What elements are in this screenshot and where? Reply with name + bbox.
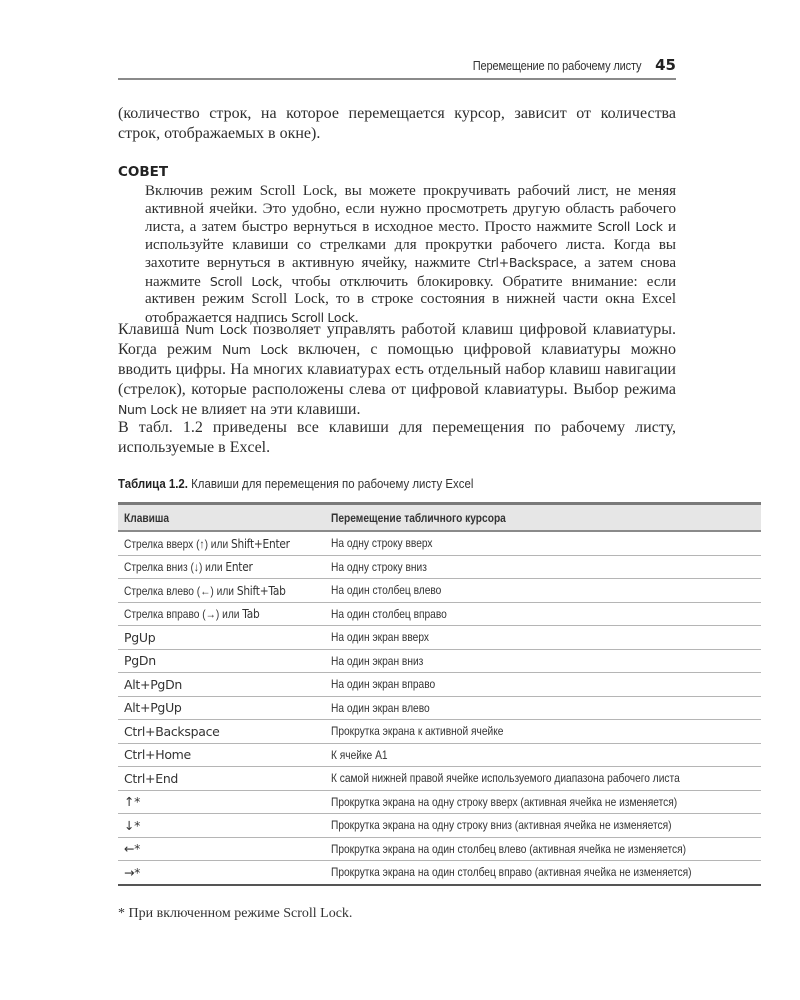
key-name: Num Lock (222, 342, 288, 357)
table-row (118, 837, 761, 861)
column-header-key (118, 504, 325, 532)
table-row (118, 814, 761, 838)
tip-text-part: и используйте клавиши со стрелками для прокрутки рабочего листа. Когда вы захотите вернуться в активную ячейку, нажмите (145, 219, 676, 271)
key-description (124, 583, 286, 598)
key-combo: Shift+Enter (230, 535, 290, 551)
paragraph-num-lock (118, 320, 676, 420)
movement-cell (325, 861, 761, 885)
key-cell (118, 649, 325, 673)
key-name: Scroll Lock (291, 309, 355, 325)
running-head (118, 52, 676, 80)
table-row (118, 673, 761, 697)
movement-cell (325, 696, 761, 720)
table-row (118, 790, 761, 814)
text-part: не влияет на эти клавиши. (177, 401, 361, 418)
key-name: Scroll Lock (209, 273, 279, 289)
movement-description: Прокрутка экрана к активной ячейке (331, 724, 504, 739)
footnote: * При включенном режиме Scroll Lock. (118, 906, 353, 921)
key-description (124, 536, 290, 551)
key-combo: →* (124, 864, 141, 880)
movement-description: На одну строку вверх (331, 536, 433, 551)
text-part: позволяет управлять работой клавиш цифровой клавиатуры. Когда режим (118, 321, 677, 358)
movement-description: Прокрутка экрана на один столбец влево (активная ячейка не изменяется) (331, 841, 687, 856)
key-name: Scroll Lock (597, 219, 663, 234)
key-cell (118, 579, 325, 603)
tip-title: СОВЕТ (118, 164, 169, 180)
movement-description: К ячейке A1 (331, 747, 388, 762)
key-cell (118, 531, 325, 555)
movement-cell (325, 531, 761, 555)
key-combo: PgUp (124, 629, 156, 645)
movement-description: Прокрутка экрана на один столбец вправо (активная ячейка не изменяется) (331, 865, 692, 880)
movement-description: На один экран вниз (331, 653, 424, 668)
movement-cell (325, 814, 761, 838)
table-row (118, 649, 761, 673)
key-cell (118, 814, 325, 838)
table-row (118, 626, 761, 650)
movement-cell (325, 837, 761, 861)
key-combo: Alt+PgDn (124, 676, 183, 692)
page-number: 45 (655, 56, 676, 74)
navigation-keys-table (118, 502, 761, 886)
key-combo: Ctrl+End (124, 770, 179, 786)
key-cell (118, 673, 325, 697)
movement-cell (325, 767, 761, 791)
movement-description: Прокрутка экрана на одну строку вниз (активная ячейка не изменяется) (331, 818, 672, 833)
movement-cell (325, 720, 761, 744)
tip-text-part: , чтобы отключить блокировку. Обратите внимание: если активен режим Scroll Lock, то в строке состояния в нижней части окна Excel отображается надпись (145, 273, 677, 326)
key-description (124, 606, 260, 621)
table-caption (118, 476, 473, 491)
movement-description: На один столбец вправо (331, 606, 447, 621)
key-combo: Ctrl+Backspace (124, 723, 220, 739)
key-combo: Shift+Tab (236, 582, 286, 598)
key-combo: ↓* (124, 817, 141, 833)
table-row (118, 602, 761, 626)
table-row (118, 579, 761, 603)
key-cell (118, 861, 325, 885)
column-header-label: Перемещение табличного курсора (331, 510, 506, 525)
key-cell (118, 837, 325, 861)
table-caption-label: Таблица 1.2. (118, 476, 188, 491)
table-header-row (118, 504, 761, 532)
table-caption-text: Клавиши для перемещения по рабочему листу Excel (187, 476, 474, 491)
movement-cell (325, 649, 761, 673)
table-row (118, 767, 761, 791)
tip-text-part: , а затем снова нажмите (145, 255, 676, 290)
table-row (118, 555, 761, 579)
text-part: Клавиша (118, 321, 186, 338)
movement-cell (325, 555, 761, 579)
paragraph-continued: (количество строк, на которое перемещается курсор, зависит от количества строк, отображаемых в окне). (118, 105, 676, 142)
key-combo: Tab (242, 606, 260, 622)
key-cell (118, 743, 325, 767)
key-prefix: Стрелка вверх (↑) или (124, 536, 231, 551)
movement-description: На одну строку вниз (331, 559, 427, 574)
movement-description: На один экран влево (331, 700, 430, 715)
key-cell (118, 555, 325, 579)
movement-description: На один экран вверх (331, 630, 429, 645)
key-cell (118, 696, 325, 720)
key-name: Ctrl+Backspace (477, 255, 574, 270)
tip-text-part: Включив режим Scroll Lock, вы можете прокручивать рабочий лист, не меняя активной ячейки. Это удобно, если нужно просмотреть другую область рабочего листа, а затем быстро вернуться в исходное место. Просто нажмите (145, 183, 676, 235)
key-combo: ←* (124, 841, 141, 857)
key-cell (118, 790, 325, 814)
key-combo: PgDn (124, 653, 156, 669)
key-prefix: Стрелка вправо (→) или (124, 607, 243, 622)
table-row (118, 720, 761, 744)
movement-description: Прокрутка экрана на одну строку вверх (активная ячейка не изменяется) (331, 794, 678, 809)
column-header-label: Клавиша (124, 510, 170, 525)
table-row (118, 531, 761, 555)
tip-text (145, 183, 676, 327)
movement-description: На один экран вправо (331, 677, 436, 692)
key-prefix: Стрелка влево (←) или (124, 583, 237, 598)
key-combo: Ctrl+Home (124, 747, 191, 763)
key-cell (118, 602, 325, 626)
column-header-movement (325, 504, 761, 532)
movement-cell (325, 626, 761, 650)
movement-cell (325, 602, 761, 626)
tip-text-part: . (354, 309, 359, 326)
key-combo: ↑* (124, 794, 141, 810)
running-title: Перемещение по рабочему листу (472, 57, 642, 73)
key-cell (118, 720, 325, 744)
paragraph-table-intro: В табл. 1.2 приведены все клавиши для перемещения по рабочему листу, используемые в Excel. (118, 419, 676, 456)
key-name: Num Lock (118, 402, 178, 417)
table-row (118, 743, 761, 767)
table-row (118, 696, 761, 720)
table-row (118, 861, 761, 885)
movement-cell (325, 673, 761, 697)
movement-cell (325, 579, 761, 603)
key-prefix: Стрелка вниз (↓) или (124, 560, 226, 575)
text-part: включен, с помощью цифровой клавиатуры можно вводить цифры. На многих клавиатурах есть отдельный набор клавиш навигации (стрелок), которые расположены слева от цифровой клавиатуры. Выбор режима (118, 341, 676, 398)
key-cell (118, 626, 325, 650)
key-combo: Alt+PgUp (124, 700, 182, 716)
key-combo: Enter (225, 559, 253, 575)
key-description (124, 559, 253, 574)
movement-description: К самой нижней правой ячейке используемого диапазона рабочего листа (331, 771, 680, 786)
key-cell (118, 767, 325, 791)
key-name: Num Lock (185, 322, 247, 337)
movement-description: На один столбец влево (331, 583, 442, 598)
movement-cell (325, 743, 761, 767)
movement-cell (325, 790, 761, 814)
